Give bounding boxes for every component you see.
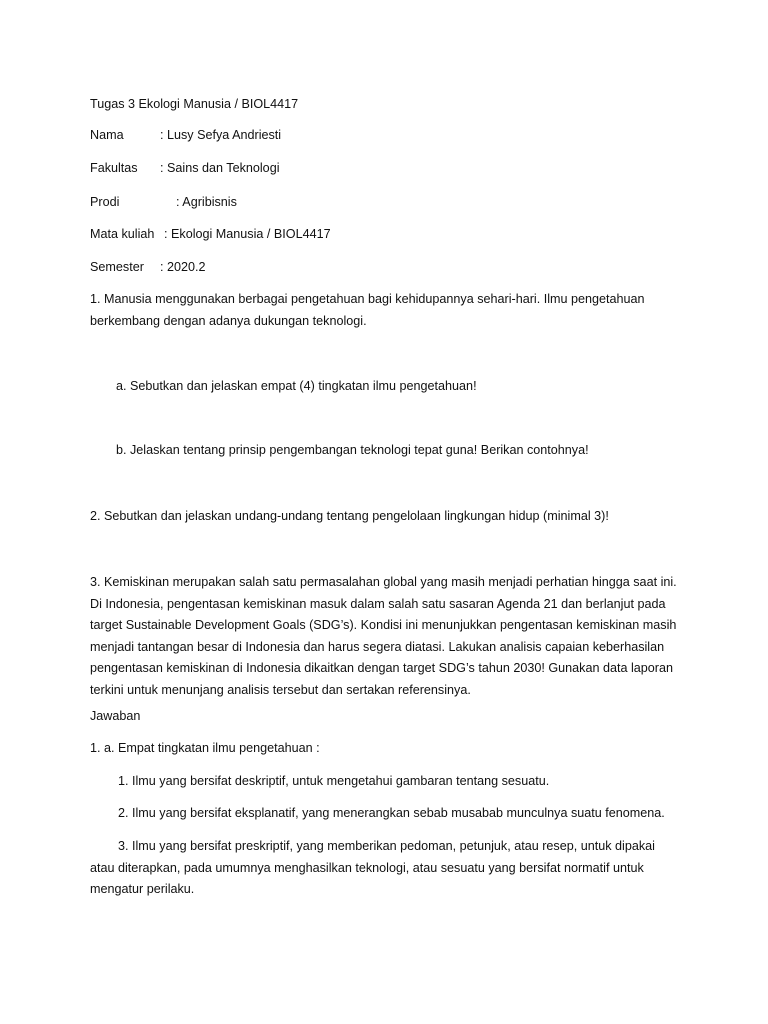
question-3-line: menjadi tantangan besar di Indonesia dan harus segera diatasi. Lakukan analisis capaian keberhasilan <box>90 639 665 654</box>
question-1b: b. Jelaskan tentang prinsip pengembangan teknologi tepat guna! Berikan contohnya! <box>116 443 589 457</box>
answer-1a-heading: 1. a. Empat tingkatan ilmu pengetahuan : <box>90 741 320 755</box>
identity-label: Nama <box>90 128 124 142</box>
question-2: 2. Sebutkan dan jelaskan undang-undang tentang pengelolaan lingkungan hidup (minimal 3)! <box>90 509 609 523</box>
answer-item-2: 2. Ilmu yang bersifat eksplanatif, yang menerangkan sebab musabab munculnya suatu fenomena. <box>118 806 665 820</box>
identity-label: Prodi <box>90 195 120 209</box>
answer-item-3-line: atau diterapkan, pada umumnya menghasilkan teknologi, atau sesuatu yang bersifat normatif untuk <box>90 860 644 875</box>
answer-item-3-line: 3. Ilmu yang bersifat preskriptif, yang memberikan pedoman, petunjuk, atau resep, untuk dipakai <box>118 839 655 853</box>
question-3 <box>90 572 690 701</box>
question-3-line: target Sustainable Development Goals (SDG’s). Kondisi ini menunjukkan pengentasan kemiskinan masih <box>90 618 677 632</box>
question-3-line: terkini untuk menunjang analisis tersebut dan sertakan referensinya. <box>90 682 471 697</box>
question-3-line: Di Indonesia, pengentasan kemiskinan masuk dalam salah satu sasaran Agenda 21 dan berlanjut pada <box>90 596 666 611</box>
identity-row-nama <box>90 125 282 146</box>
identity-label: Fakultas <box>90 161 138 175</box>
identity-label: Semester <box>90 260 144 274</box>
question-1-line: berkembang dengan adanya dukungan teknologi. <box>90 313 367 328</box>
question-1 <box>90 289 690 332</box>
identity-label: Mata kuliah <box>90 227 155 241</box>
identity-row-fakultas <box>90 158 280 179</box>
identity-value: : Agribisnis <box>176 195 237 209</box>
answer-item-1: 1. Ilmu yang bersifat deskriptif, untuk mengetahui gambaran tentang sesuatu. <box>118 774 550 788</box>
identity-value: : 2020.2 <box>160 260 206 274</box>
document-title: Tugas 3 Ekologi Manusia / BIOL4417 <box>90 97 299 111</box>
identity-value: : Ekologi Manusia / BIOL4417 <box>164 227 331 241</box>
identity-value: : Sains dan Teknologi <box>160 161 280 175</box>
question-1-line: 1. Manusia menggunakan berbagai pengetahuan bagi kehidupannya sehari-hari. Ilmu pengetahuan <box>90 292 645 306</box>
answer-item-3 <box>90 836 690 901</box>
question-3-line: pengentasan kemiskinan di Indonesia dikaitkan dengan target SDG’s tahun 2030! Gunakan data laporan <box>90 661 673 675</box>
identity-row-mata-kuliah <box>90 224 331 245</box>
answer-heading: Jawaban <box>90 709 141 723</box>
identity-row-semester <box>90 257 206 278</box>
question-1a: a. Sebutkan dan jelaskan empat (4) tingkatan ilmu pengetahuan! <box>116 379 477 393</box>
answer-item-3-line: mengatur perilaku. <box>90 882 195 896</box>
identity-row-prodi <box>90 192 237 213</box>
identity-value: : Lusy Sefya Andriesti <box>160 128 282 142</box>
question-3-line: 3. Kemiskinan merupakan salah satu permasalahan global yang masih menjadi perhatian hingga saat ini. <box>90 575 677 589</box>
